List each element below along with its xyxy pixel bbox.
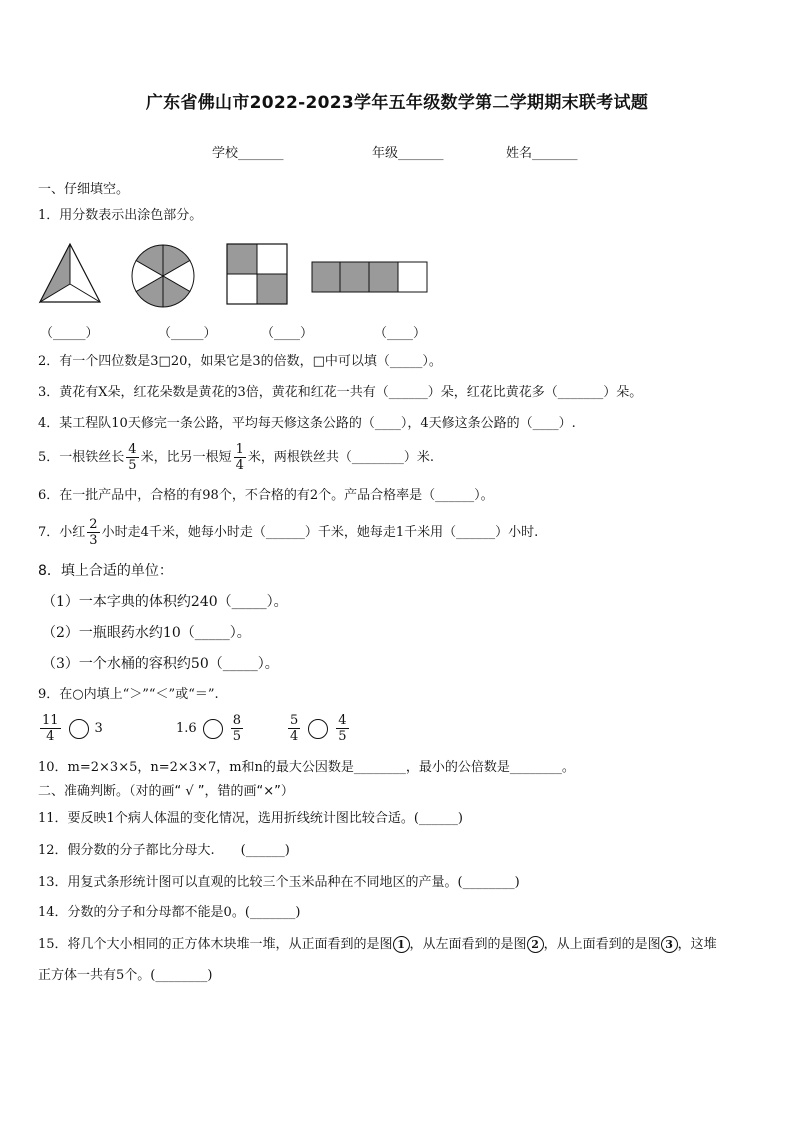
question-4: 4．某工程队10天修完一条公路，平均每天修这条公路的（____），4天修这条公路的（____）. <box>38 416 576 431</box>
shaded-triangle-figure <box>38 242 102 304</box>
q7-fraction: $\frac{2}{3}$ <box>89 517 98 548</box>
figure-number-3: 3 <box>661 936 678 953</box>
q5-fraction-2: $\frac{1}{4}$ <box>235 442 244 473</box>
q8-item-1: （1）一本字典的体积约240（_____）。 <box>42 594 288 610</box>
q9-item-2: 1.6 $\frac{8}{5}$ <box>176 713 241 744</box>
q9-item-3 <box>286 713 351 744</box>
question-15: 15．将几个大小相同的正方体木块堆一堆，从正面看到的是图 1 ，从左面看到的是图 2 ，从上面看到的是图 3 ，这堆 <box>38 937 717 952</box>
q9-fraction: $\frac{4}{5}$ <box>338 713 347 744</box>
shaded-strip-figure <box>311 261 429 293</box>
school-field[interactable]: 学校_______ <box>212 146 284 161</box>
compare-circle-3[interactable] <box>308 719 328 739</box>
question-3: 3．黄花有X朵，红花朵数是黄花的3倍，黄花和红花一共有（______）朵，红花比黄花多（_______）朵。 <box>38 385 643 400</box>
page-title: 广东省佛山市2022-2023学年五年级数学第二学期期末联考试题 <box>145 93 649 113</box>
section-1-heading: 一、仔细填空。 <box>38 182 130 197</box>
question-13: 13．用复式条形统计图可以直观的比较三个玉米品种在不同地区的产量。(________) <box>38 875 520 890</box>
q1-answer-2[interactable]: （_____） <box>158 326 217 341</box>
q8-item-3: （3）一个水桶的容积约50（_____）。 <box>42 656 279 672</box>
q5-text-c: 米，两根铁丝共（________）米. <box>247 450 434 465</box>
name-field[interactable]: 姓名_______ <box>506 146 578 161</box>
figure-number-1: 1 <box>393 936 410 953</box>
compare-circle-2[interactable] <box>203 719 223 739</box>
question-8: 8．填上合适的单位： <box>38 563 173 579</box>
shaded-square-figure <box>226 243 288 305</box>
question-12: 12．假分数的分子都比分母大. (______) <box>38 843 290 858</box>
q5-fraction-1: $\frac{4}{5}$ <box>128 442 137 473</box>
grade-field[interactable]: 年级_______ <box>372 146 444 161</box>
q8-item-2: （2）一瓶眼药水约10（_____）。 <box>42 625 251 641</box>
section-2-heading: 二、准确判断。（对的画“ √ ”，错的画“×”） <box>38 784 294 799</box>
q1-answer-1[interactable]: （_____） <box>40 326 99 341</box>
question-5 <box>38 441 434 475</box>
q9-fraction: $\frac{8}{5}$ <box>232 713 241 744</box>
figure-number-2: 2 <box>527 936 544 953</box>
q7-text-b: 小时走4千米，她每小时走（______）千米，她每走1千米用（______）小时. <box>101 525 539 540</box>
q9-fraction: $\frac{11}{4}$ <box>42 713 59 744</box>
question-15-line-2: 正方体一共有5个。(________) <box>38 968 213 983</box>
question-14: 14．分数的分子和分母都不能是0。(_______) <box>38 905 301 920</box>
q7-text-a: 7．小红 <box>38 525 86 540</box>
question-9: 9．在○内填上“＞”“＜”或“＝”. <box>38 687 219 702</box>
question-1: 1．用分数表示出涂色部分。 <box>38 208 203 223</box>
q9-fraction: $\frac{5}{4}$ <box>290 713 299 744</box>
q5-text-a: 5．一根铁丝长 <box>38 450 125 465</box>
shaded-circle-figure <box>130 243 196 309</box>
q1-answer-3[interactable]: （____） <box>261 326 314 341</box>
question-2: 2．有一个四位数是3□20，如果它是3的倍数，□中可以填（_____）。 <box>38 354 442 369</box>
q5-text-b: 米，比另一根短 <box>140 450 232 465</box>
q9-item-1: $\frac{11}{4}$ 3 <box>42 713 103 744</box>
q1-answer-4[interactable]: （____） <box>374 326 427 341</box>
question-6: 6．在一批产品中，合格的有98个，不合格的有2个。产品合格率是（______）。 <box>38 488 494 503</box>
question-11: 11．要反映1个病人体温的变化情况，选用折线统计图比较合适。(______) <box>38 811 463 826</box>
question-10: 10．m=2×3×5，n=2×3×7，m和n的最大公因数是________，最小的公倍数是________。 <box>38 760 575 775</box>
compare-circle-1[interactable] <box>69 719 89 739</box>
question-7 <box>38 516 538 550</box>
